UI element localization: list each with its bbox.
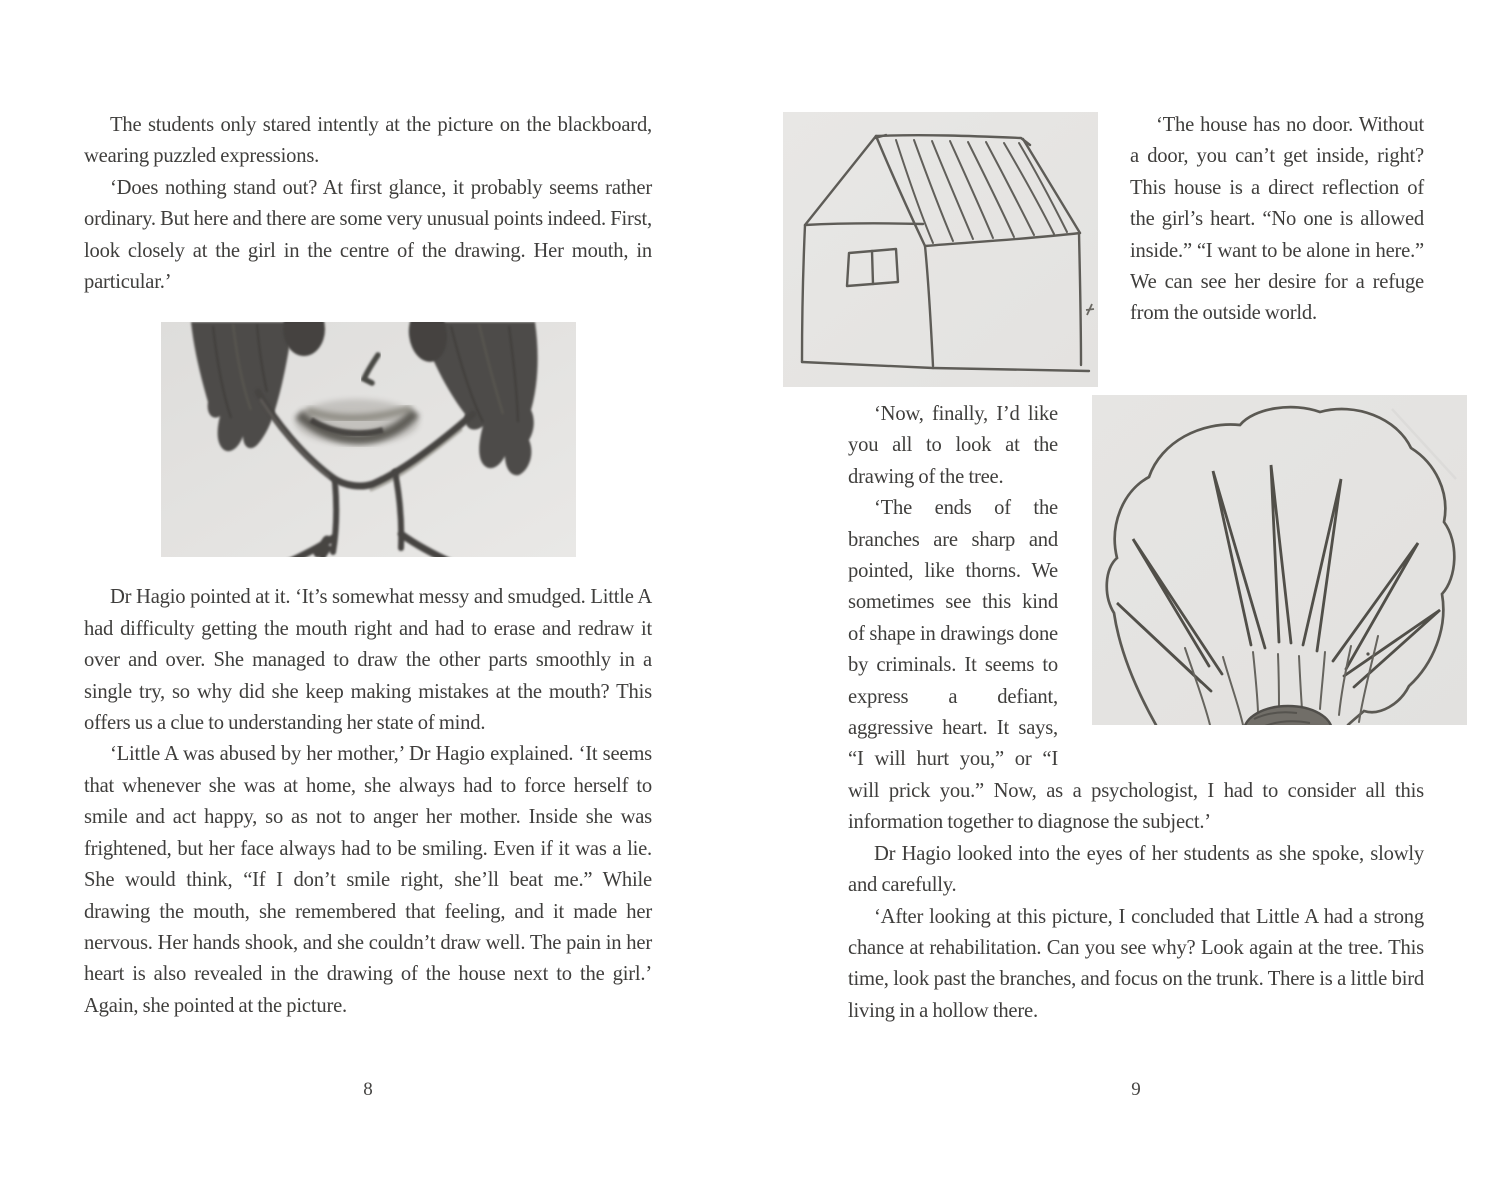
paragraph: ‘Does nothing stand out? At first glance, it probably seems rather ordinary. But here and there are some very unusual points indeed. First, look closely at the girl in the centre of the drawing. Her mouth, in particular.’ <box>84 176 652 294</box>
girl-drawing-figure <box>161 322 576 557</box>
house-section <box>848 110 1424 330</box>
paragraph: ‘Now, finally, I’d like you all to look at the drawing of the tree. <box>848 403 1058 488</box>
house-drawing-image <box>783 112 1098 387</box>
paragraph: ‘After looking at this picture, I concluded that Little A had a strong chance at rehabilitation. Can you see why? Look again at the tree. This time, look past the branches, and focus on the trunk. There is a little bird living in a hollow there. <box>848 905 1424 1022</box>
drawing-paper <box>783 112 1098 387</box>
page-number-right: 9 <box>1131 1079 1141 1100</box>
tree-drawing-figure <box>1092 395 1467 725</box>
paragraph: ‘Little A was abused by her mother,’ Dr Hagio explained. ‘It seems that whenever she was at home, she always had to force herself to smile and act happy, so as not to anger her mother. Inside she was frightened, but her face always had to be smiling. Even if it was a lie. She would think, “If I don’t smile right, she’ll beat me.” While drawing the mouth, she remembered that feeling, and it made her nervous. Her hands shook, and she couldn’t draw well. The pain in her heart is also revealed in the drawing of the house next to the girl.’ Again, she pointed at the picture. <box>84 743 652 1017</box>
page-right <box>848 110 1424 1100</box>
paragraph: The students only stared intently at the picture on the blackboard, wearing puzzled expressions. <box>84 114 652 168</box>
paragraph: ‘The house has no door. Without a door, you can’t get inside, right? This house is a direct reflection of the girl’s heart. “No one is allowed inside.” “I want to be alone in here.” We can see her desire for a refuge from the outside world. <box>1130 114 1424 325</box>
paragraph: Dr Hagio looked into the eyes of her students as she spoke, slowly and carefully. <box>848 842 1424 897</box>
page-number-left: 8 <box>363 1079 373 1100</box>
girl-drawing-image <box>161 322 576 557</box>
tree-drawing-image <box>1092 395 1467 725</box>
girl-mouth-smudge <box>295 399 419 445</box>
paragraph: ‘The ends of the branches are sharp and pointed, like thorns. We sometimes see this kind of shape in drawings done by criminals. It seems to express a defiant, aggressive heart. It says, “I will hurt you,” or “I will prick you.” Now, as a psychologist, I had to consider all this information together to diagnose the subject.’ <box>848 497 1424 834</box>
house-drawing-figure <box>783 112 1098 387</box>
pencil-dot <box>1366 652 1369 655</box>
page-left <box>84 110 652 1100</box>
tree-section <box>848 399 1424 839</box>
paragraph: Dr Hagio pointed at it. ‘It’s somewhat messy and smudged. Little A had difficulty getting the mouth right and had to erase and redraw it over and over. She managed to draw the other parts smoothly in a single try, so why did she keep making mistakes at the mouth? This offers us a clue to understanding her state of mind. <box>84 586 652 735</box>
